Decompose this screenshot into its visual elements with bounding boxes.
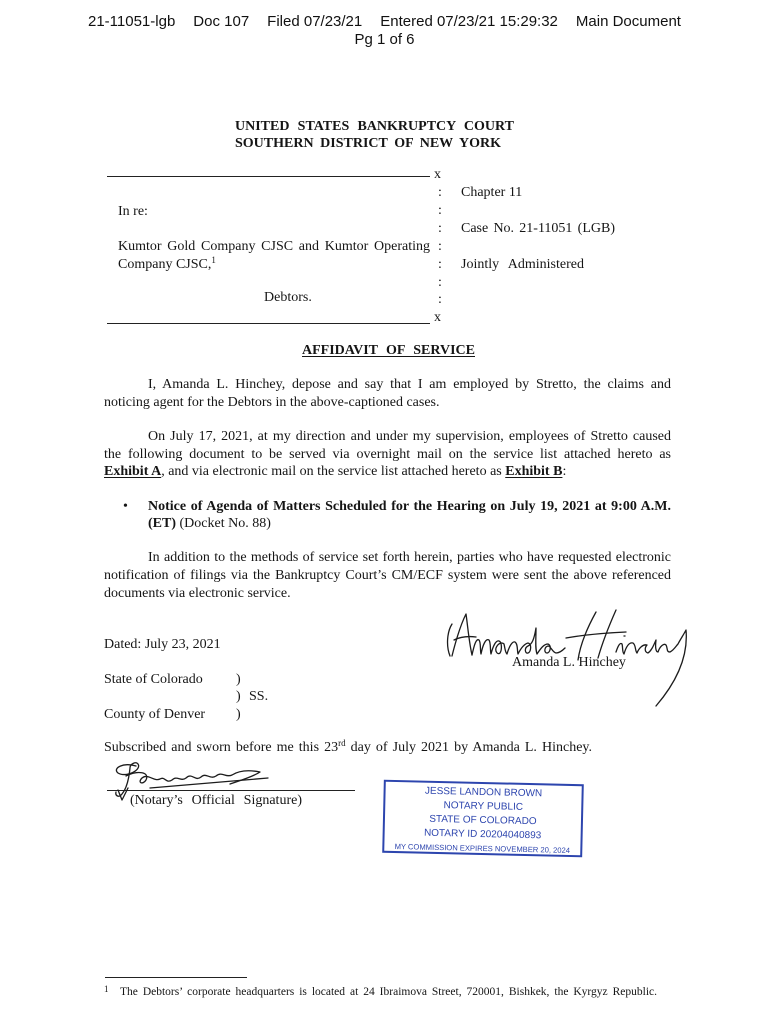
stamp-notary-id: NOTARY ID 20204040893 [423, 827, 542, 842]
document-type: Main Document [575, 13, 681, 30]
document-title: AFFIDAVIT OF SERVICE [302, 343, 475, 358]
debtor-name-text: Company CJSC, [118, 257, 212, 272]
paragraph-2-line-2: the following document to be served via overnight mail on the service list attached hereto as [104, 447, 671, 462]
jurat-ordinal: rd [338, 738, 346, 748]
paragraph-2-line-3-end: : [562, 464, 567, 479]
served-document-line-2 [148, 515, 671, 533]
venue-ss: SS. [249, 689, 269, 704]
debtor-name-line-1: Kumtor Gold Company CJSC and Kumtor Operating [118, 239, 430, 254]
paragraph-2-line-1: On July 17, 2021, at my direction and under my supervision, employees of Stretto caused [148, 429, 671, 444]
filed-date: Filed 07/23/21 [267, 13, 363, 30]
venue-bracket: ) [236, 689, 241, 704]
caption-debtors: Debtors. [264, 290, 312, 305]
affiant-name: Amanda L. Hinchey [512, 655, 626, 670]
dated-line: Dated: July 23, 2021 [104, 637, 221, 652]
page-indicator: Pg 1 of 6 [354, 31, 415, 48]
paragraph-3-line-1: In addition to the methods of service set forth herein, parties who have requested electronic [148, 550, 671, 565]
served-document-docket: (Docket No. 88) [176, 516, 271, 531]
footnote-reference: 1 [211, 255, 216, 265]
caption-in-re: In re: [118, 204, 148, 219]
footnote-rule [105, 977, 247, 978]
venue-state: State of Colorado [104, 672, 203, 687]
caption-colon: : [438, 239, 442, 254]
paragraph-2-line-3 [104, 463, 671, 481]
affiant-signature [438, 600, 690, 712]
court-district: SOUTHERN DISTRICT OF NEW YORK [235, 136, 501, 151]
notary-signature-label: (Notary’s Official Signature) [130, 793, 302, 808]
paragraph-2-line-3-text: , and via electronic mail on the service list attached hereto as [161, 464, 506, 479]
case-number: 21-11051-lgb [88, 13, 176, 30]
jurat-text-end: day of July 2021 by Amanda L. Hinchey. [345, 740, 592, 755]
paragraph-3-line-3: documents via electronic service. [104, 586, 291, 601]
jurat [104, 739, 592, 757]
entered-date: Entered 07/23/21 15:29:32 [380, 13, 558, 30]
administration-label: Jointly Administered [461, 257, 584, 272]
venue-bracket: ) [236, 707, 241, 722]
served-document-line-1: Notice of Agenda of Matters Scheduled for the Hearing on July 19, 2021 at 9:00 A.M. [148, 499, 671, 514]
bullet-icon: • [123, 499, 128, 514]
stamp-notary-state: STATE OF COLORADO [429, 813, 537, 828]
caption-colon: : [438, 221, 442, 236]
footnote-text: The Debtors’ corporate headquarters is located at 24 Ibraimova Street, 720001, Bishkek, the Kyrgyz Republic. [120, 986, 657, 998]
paragraph-1-line-1: I, Amanda L. Hinchey, depose and say that I am employed by Stretto, the claims and [148, 377, 671, 392]
caption-colon: : [438, 185, 442, 200]
debtor-name-line-2 [118, 256, 216, 274]
caption-colon: : [438, 292, 442, 307]
caption-colon: : [438, 257, 442, 272]
chapter-label: Chapter 11 [461, 185, 523, 200]
footnote-number: 1 [104, 984, 109, 994]
venue-bracket: ) [236, 672, 241, 687]
docket-entry: Doc 107 [193, 13, 250, 30]
exhibit-b-reference: Exhibit B [505, 464, 563, 479]
caption-bottom-rule [107, 323, 430, 324]
exhibit-a-reference: Exhibit A [104, 464, 162, 479]
notary-signature [102, 758, 272, 810]
served-document-time-zone: (ET) [148, 516, 176, 531]
caption-colon: : [438, 275, 442, 290]
filing-header [88, 13, 681, 31]
venue-county: County of Denver [104, 707, 206, 722]
caption-colon: : [438, 203, 442, 218]
jurat-text: Subscribed and sworn before me this 23 [104, 740, 339, 755]
paragraph-1-line-2: noticing agent for the Debtors in the above-captioned cases. [104, 395, 440, 410]
case-number-label: Case No. 21-11051 (LGB) [461, 221, 615, 236]
notary-stamp [382, 780, 584, 858]
court-name: UNITED STATES BANKRUPTCY COURT [235, 119, 514, 134]
stamp-commission-expiry: MY COMMISSION EXPIRES NOVEMBER 20, 2024 [394, 842, 571, 855]
caption-x-mark-bottom: x [434, 310, 441, 325]
caption-x-mark-top: x [434, 167, 441, 182]
caption-top-rule [107, 176, 430, 177]
stamp-notary-title: NOTARY PUBLIC [443, 800, 524, 813]
stamp-notary-name: JESSE LANDON BROWN [424, 785, 543, 800]
paragraph-3-line-2: notification of filings via the Bankruptcy Court’s CM/ECF system were sent the above referenced [104, 568, 671, 583]
